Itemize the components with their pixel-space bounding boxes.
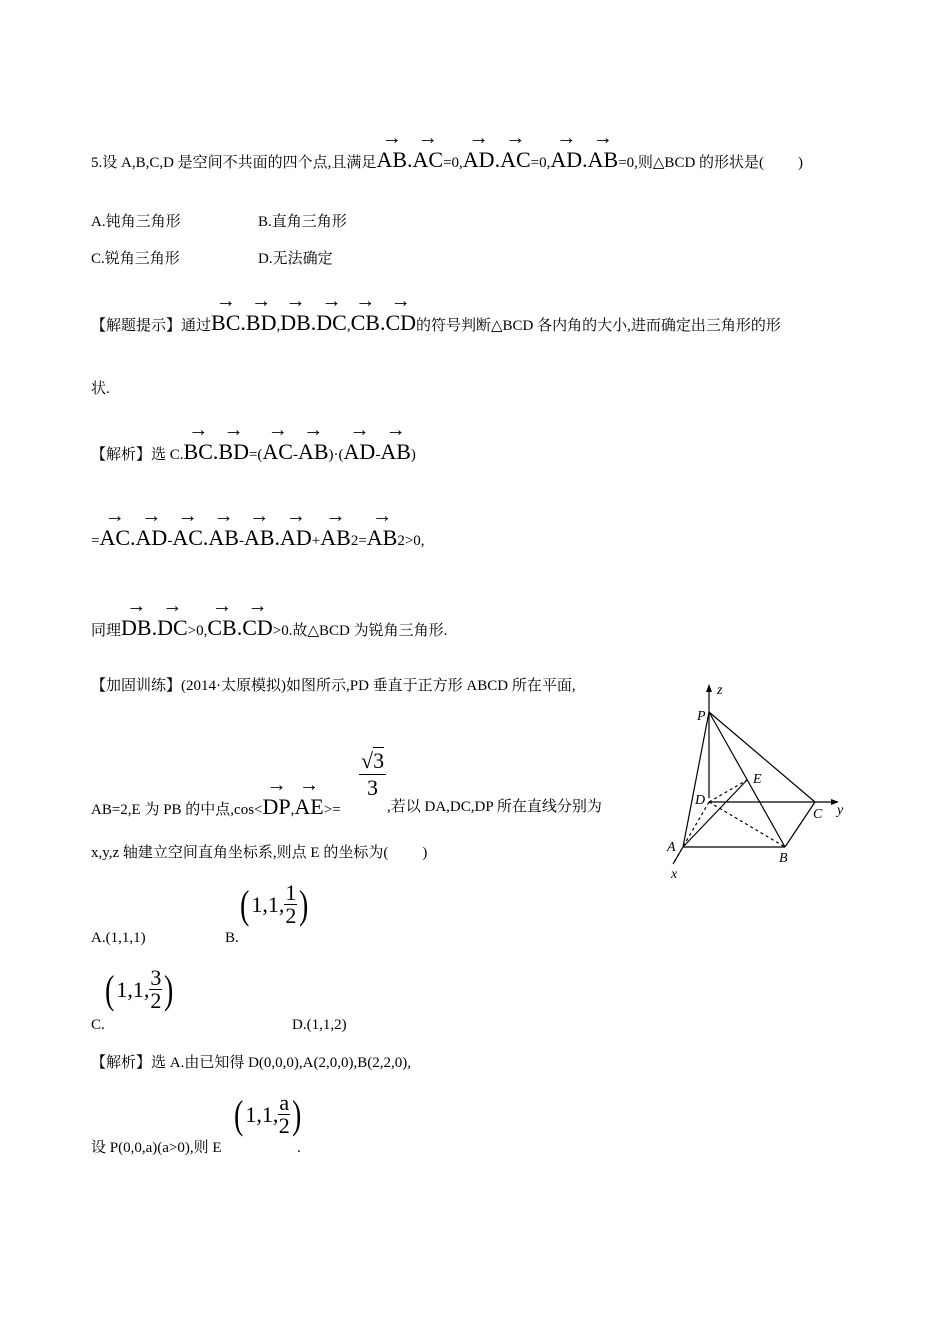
vector-bc: → BC [184,442,213,462]
q5-option-d: D.无法确定 [258,251,333,267]
training-line-2: AB=2,E 为 PB 的中点,cos<→ DP,→ AE>= [91,797,341,820]
vector-ad: → AD [463,150,495,170]
z-axis-arrow [706,684,712,692]
vector-ab: → AB [244,528,275,548]
vector-dc: → DC [157,618,188,638]
solution2-label: 【解析】 [91,1055,152,1071]
vector-ab: → AB [376,150,407,170]
vector-cd: → CD [242,618,273,638]
vector-ae: → AE [294,797,323,817]
vector-db: → DB [280,313,311,333]
q5-stem: 5.设 A,B,C,D 是空间不共面的四个点,且满足→ AB.→ AC=0,→ AD.→ AC=0,→ AD.→ AB=0,则△BCD 的形状是( ) [91,150,803,173]
segment-ae [683,780,747,847]
vector-ab-2: → AB [588,150,619,170]
vector-dp: → DP [263,797,291,817]
diagonal-db [709,802,785,847]
edge-pa [683,712,709,847]
hint-paragraph: 【解题提示】通过→ BC.→ BD,→ DB.→ DC,→ CB.→ CD的符号判断△BCD 各内角的大小,进而确定出三角形的形 [91,313,781,336]
label-p: P [697,709,706,724]
vector-ac: → AC [413,150,444,170]
vector-ac-2: → AC [500,150,531,170]
vector-ad: → AD [280,528,312,548]
vector-ac: → AC [262,442,293,462]
hint-tail: 状. [91,381,110,397]
solution-label: 【解析】 [91,447,152,463]
vector-bc: → BC [211,313,240,333]
edge-bc [785,802,815,847]
vector-bd: → BD [246,313,277,333]
solution-line-3: 同理→ DB.→ DC>0,→ CB.→ CD>0.故△BCD 为锐角三角形. [91,618,447,641]
vector-ab: → AB [208,528,239,548]
edge-pc [709,712,815,802]
solution2-period: . [297,1140,301,1156]
label-y: y [837,803,844,818]
label-a: A [667,840,676,855]
vector-ad: → AD [344,442,376,462]
solution-line-1: 【解析】选 C.→ BC.→ BD=(→ AC-→ AB)·(→ AD-→ AB) [91,442,416,465]
solution2-line-1: 【解析】选 A.由已知得 D(0,0,0),A(2,0,0),B(2,2,0), [91,1055,411,1071]
vector-ac: → AC [172,528,203,548]
hint-label: 【解题提示】 [91,318,182,334]
training-option-c-value: (1,1, $\frac{3}{2}$ ) [104,965,174,1013]
vector-ad: → AD [136,528,168,548]
edge-pb [709,712,785,847]
solution2-line-2: 设 P(0,0,a)(a>0),则 E [91,1140,222,1156]
vector-ab: → AB [367,528,398,548]
pyramid-coordinate-figure [665,680,855,880]
label-x: x [671,867,678,880]
q5-option-a: A.钝角三角形 [91,214,181,230]
vector-ab: → AB [298,442,329,462]
vector-cb: → CB [207,618,236,638]
training-option-b-label: B. [225,930,239,946]
training-line-3: x,y,z 轴建立空间直角坐标系,则点 E 的坐标为( ) [91,845,428,861]
label-z: z [717,683,723,698]
vector-cb: → CB [351,313,380,333]
q5-option-b: B.直角三角形 [258,214,347,230]
training-option-d: D.(1,1,2) [292,1017,347,1033]
label-d: D [695,793,706,808]
training-option-b-value: (1,1, $\frac{1}{2}$ ) [239,880,309,928]
vector-db: → DB [121,618,152,638]
label-b: B [779,851,788,866]
vector-ab: → AB [380,442,411,462]
vector-dc: → DC [316,313,347,333]
training-option-a: A.(1,1,1) [91,930,146,946]
vector-bd: → BD [218,442,249,462]
vector-ad-2: → AD [550,150,582,170]
training-line-1: 【加固训练】(2014·太原模拟)如图所示,PD 垂直于正方形 ABCD 所在平面, [91,678,576,694]
solution-line-2: =→ AC.→ AD-→ AC.→ AB-→ AB.→ AD+→ AB2=→ AB2>0, [91,528,425,551]
training-line-2-tail: ,若以 DA,DC,DP 所在直线分别为 [387,799,602,815]
training-label: 【加固训练】 [91,678,182,694]
vector-cd: → CD [385,313,416,333]
vector-ac: → AC [99,528,130,548]
vector-ab: → AB [320,528,351,548]
point-e-coordinates: (1,1, $\frac{a}{2}$ ) [233,1090,302,1138]
training-option-c-label: C. [91,1017,105,1033]
label-c: C [813,807,823,822]
label-e: E [753,772,762,787]
q5-option-c: C.锐角三角形 [91,251,180,267]
segment-de [709,780,747,802]
cos-value-fraction: √3 3 [361,748,385,800]
